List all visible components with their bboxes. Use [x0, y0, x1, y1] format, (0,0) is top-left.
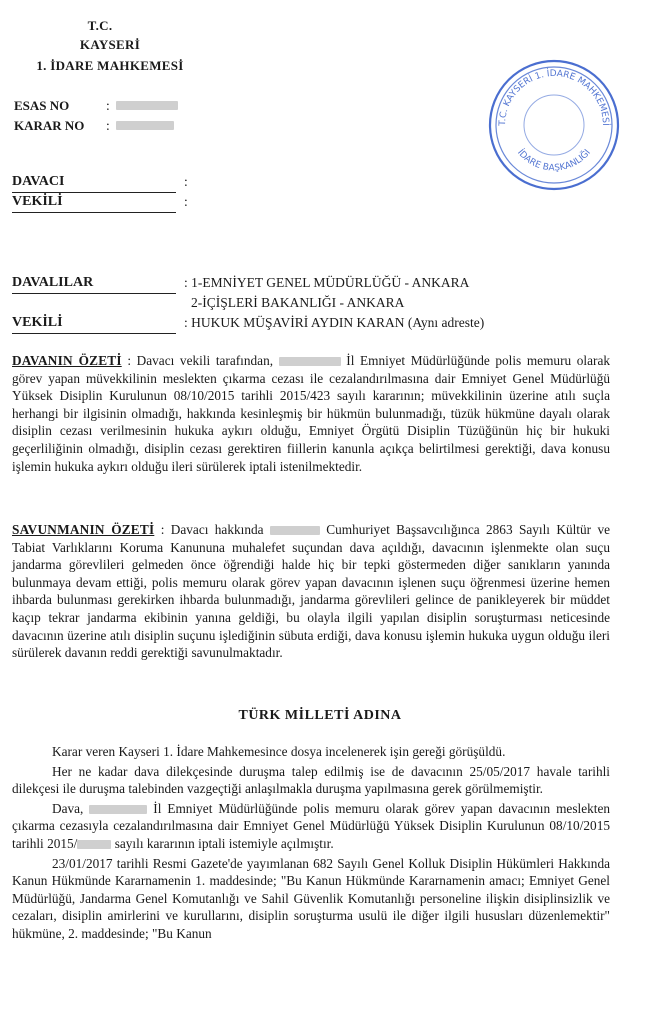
- vekili2-underline: [12, 333, 176, 334]
- stamp-text-bottom: İDARE BAŞKANLIĞI: [515, 147, 593, 174]
- body-paragraph-3-redacted-city: [89, 805, 147, 814]
- karar-no-label: KARAR NO: [14, 118, 85, 133]
- davalilar-underline: [12, 293, 176, 294]
- header-city: KAYSERİ: [79, 37, 141, 52]
- header-court: 1. İDARE MAHKEMESİ: [36, 58, 184, 73]
- davanin-ozeti-heading: DAVANIN ÖZETİ: [12, 353, 122, 368]
- savunmanin-ozeti-lead: : Davacı hakkında: [154, 522, 270, 537]
- section-title: TÜRK MİLLETİ ADINA: [238, 708, 402, 723]
- stamp-text-top: T.C. KAYSERİ 1. İDARE MAHKEMESİ: [497, 68, 611, 126]
- body-paragraph-3c: sayılı kararının iptali istemiyle açılmıştır.: [111, 835, 334, 851]
- davaci-sep: :: [184, 174, 188, 189]
- body-paragraph-3a: Dava,: [52, 800, 90, 816]
- header-tc: T.C.: [87, 18, 113, 33]
- davanin-ozeti-redacted: [279, 357, 341, 366]
- decision-body: [12, 743, 610, 945]
- davaci-underline: [12, 192, 176, 193]
- svg-text:İDARE BAŞKANLIĞI: [515, 147, 593, 173]
- esas-no-label: ESAS NO: [14, 98, 70, 113]
- davalilar-2: 2-İÇİŞLERİ BAKANLIĞI - ANKARA: [191, 295, 405, 310]
- davanin-ozeti-paragraph: [12, 352, 610, 475]
- savunmanin-ozeti-text: Cumhuriyet Başsavcılığınca 2863 Sayılı Kültür ve Tabiat Varlıklarını Koruma Kanununa muhalefet suçundan dava açıldığı, davacının işlenmekte olan suçu jandarma görevlileri gelmeden önce öğrendiği halde hiç bir tepki göstermeden diğer sanıkların yanında bulunmaya devam ettiği, polis memuru olarak görev yapan davacının işlenen suçu öğrenmesi üzerine hemen ihbarda bulunması gerekirken ihbarda bulunmadığı, jandarma görevlileri gelince de panikleyerek bir müddet kaçıp tekrar jandarma ekibinin yanına geldiği, bu olayla ilgili yapılan disiplin soruşturması neticesinde davacının üzerine atılı disiplin suçunu işlediğinin sübuta erdiği, dava konusu işlemin hukuka uygun olduğu ileri sürülerek davanın reddi gerektiği savunulmaktadır.: [12, 522, 610, 661]
- svg-text:T.C. KAYSERİ 1. İDARE MAHKEMES: [498, 68, 611, 127]
- esas-no-sep: :: [106, 98, 110, 113]
- body-paragraph-3b: İl Emniyet Müdürlüğünde polis memuru olarak görev yapan davacının meslekten çıkarma cezasıyla cezalandırılmasına dair Emniyet Genel Müdürlüğü Yüksek Disiplin Kurulunun 08/10/2015 tarihli 2015/: [12, 800, 611, 851]
- davanin-ozeti-text: İl Emniyet Müdürlüğünde polis memuru olarak görev yapan müvekkilinin meslekten çıkarma cezası ile cezalandırılmasına dair Emniyet Genel Müdürlüğü Yüksek Disiplin Kurulunun 08/10/2015 tarihli 2015/423 sayılı kararının; müvekkilinin üzerine atılı suçla herhangi bir ilgisinin olmadığı, hakkında kesinleşmiş bir hükmün bulunmadığı, tüzük hükmüne dayalı olarak disiplin cezası verilmesinin hukuka aykırı olduğu, Emniyet Örgütü Disiplin Tüzüğünün hiç bir hukuki geçerliliğinin olmadığı, disiplin cezası gerektiren fiillerin kanunla açıkça belirtilmesi gerektiği, dava konusu işlemin hukuka aykırı olduğu ileri sürülerek iptali istenilmektedir.: [12, 353, 610, 474]
- vekili2-value: : HUKUK MÜŞAVİRİ AYDIN KARAN (Aynı adreste): [184, 315, 485, 330]
- savunmanin-ozeti-paragraph: [12, 521, 610, 662]
- davaci-label: DAVACI: [12, 174, 65, 189]
- body-paragraph-1: Karar veren Kayseri 1. İdare Mahkemesince dosya incelenerek işin gereği görüşüldü.: [52, 744, 506, 759]
- body-paragraph-2: Her ne kadar dava dilekçesinde duruşma talep edilmiş ise de davacının 25/05/2017 havale tarihli dilekçesi ile duruşma talebinden vazgeçtiği anlaşılmakla duruşma yapılmasına gerek görülmemiştir.: [12, 763, 610, 797]
- karar-no-sep: :: [106, 118, 110, 133]
- body-paragraph-3-redacted-number: [77, 840, 111, 849]
- davalilar-1: : 1-EMNİYET GENEL MÜDÜRLÜĞÜ - ANKARA: [184, 275, 470, 290]
- davalilar-label: DAVALILAR: [12, 275, 94, 290]
- body-paragraph-4: 23/01/2017 tarihli Resmi Gazete'de yayımlanan 682 Sayılı Genel Kolluk Disiplin Hükümleri Hakkında Kanun Hükmünde Kararnamenin 1. maddesinde; "Bu Kanun Hükmünde Kararnamenin amacı; Emniyet Genel Müdürlüğü, Jandarma Genel Komutanlığı ve Sahil Güvenlik Komutanlığı personeline ilişkin disiplinsizlik ve cezaları, disiplin amirlerini ve kurullarını, disiplin soruşturma usulü ile diğer ilgili hususları düzenlemektir" hükmüne, 2. maddesinde; "Bu Kanun: [12, 855, 610, 941]
- vekili-sep: :: [184, 194, 188, 209]
- karar-no-redacted: [116, 121, 174, 130]
- savunmanin-ozeti-heading: SAVUNMANIN ÖZETİ: [12, 522, 155, 537]
- davanin-ozeti-lead: : Davacı vekili tarafından,: [121, 353, 279, 368]
- vekili-label: VEKİLİ: [12, 194, 63, 209]
- body-paragraph-3: [12, 800, 610, 853]
- esas-no-redacted: [116, 101, 178, 110]
- savunmanin-ozeti-redacted: [270, 526, 320, 535]
- vekili2-label: VEKİLİ: [12, 315, 63, 330]
- court-seal-stamp: [483, 54, 625, 196]
- vekili-underline: [12, 212, 176, 213]
